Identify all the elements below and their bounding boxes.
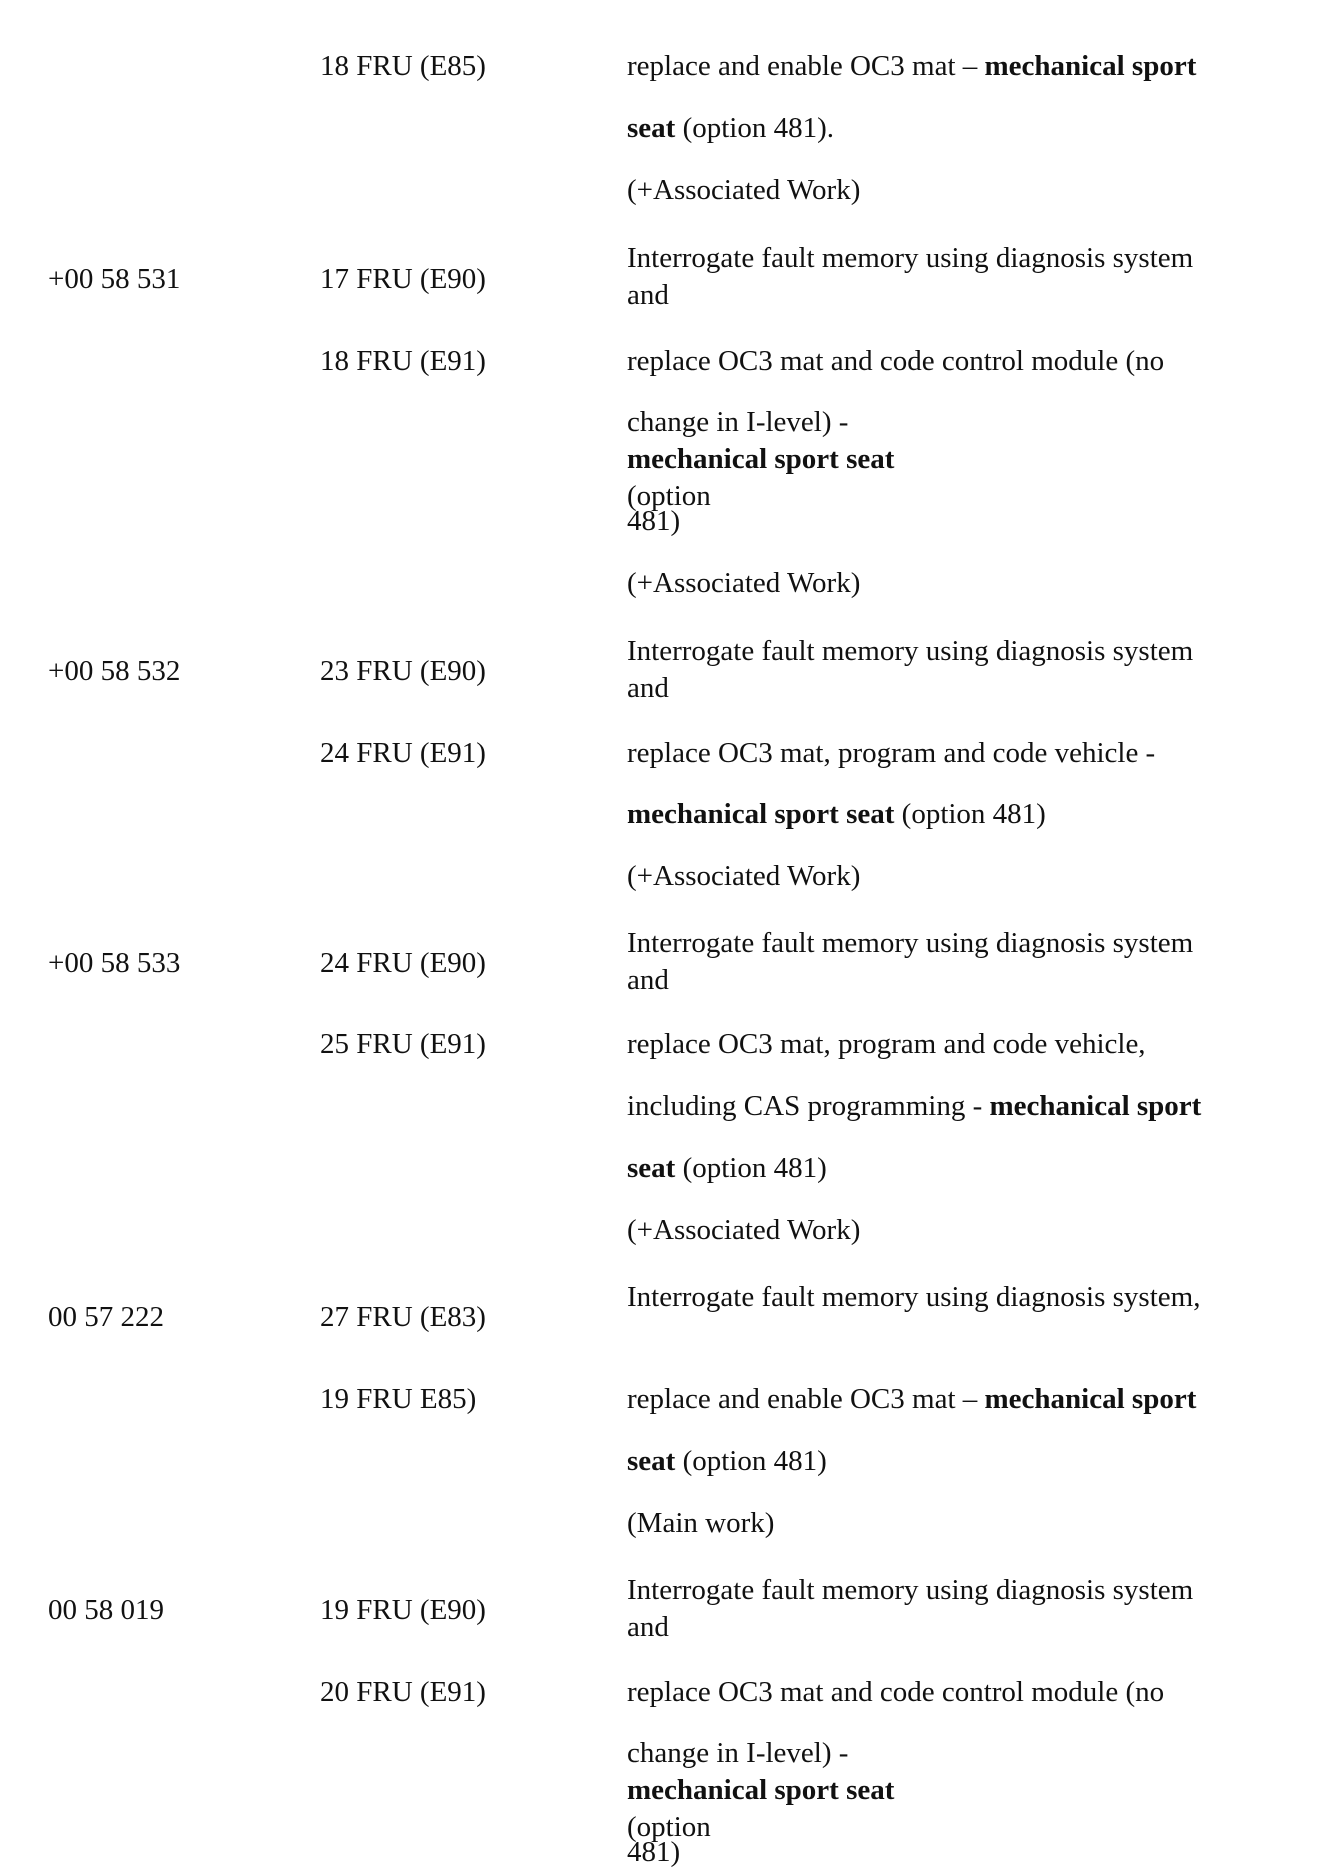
fru-cell: 18 FRU (E85) [320,50,486,82]
desc-line: seat (option 481) [627,1152,827,1184]
operation-number: 00 57 222 [48,1301,164,1333]
desc-line: Interrogate fault memory using diagnosis system and [627,1574,1194,1643]
fru-cell: 18 FRU (E91) [320,345,486,377]
operation-number: +00 58 532 [48,655,181,687]
desc-line: replace OC3 mat, program and code vehicle - [627,737,1156,769]
desc-line: Interrogate fault memory using diagnosis system and [627,927,1194,996]
operation-number: +00 58 531 [48,263,181,295]
desc-line: replace and enable OC3 mat – mechanical sport [627,50,1197,82]
desc-line: 481) [627,1836,681,1868]
fru-cell: 24 FRU (E90) [320,947,486,979]
desc-line: (+Associated Work) [627,1214,861,1246]
desc-line: change in I-level) - mechanical sport seat (option [627,406,895,512]
fru-cell: 24 FRU (E91) [320,737,486,769]
desc-line: change in I-level) - mechanical sport seat (option [627,1737,895,1843]
desc-line: mechanical sport seat (option 481) [627,798,1046,830]
desc-line: replace and enable OC3 mat – mechanical sport [627,1383,1197,1415]
desc-line: seat (option 481). [627,112,835,144]
fru-cell: 17 FRU (E90) [320,263,486,295]
fru-cell: 27 FRU (E83) [320,1301,486,1333]
desc-line: (+Associated Work) [627,860,861,892]
fru-cell: 23 FRU (E90) [320,655,486,687]
desc-line: (Main work) [627,1507,775,1539]
desc-line: including CAS programming - mechanical sport [627,1090,1202,1122]
desc-line: replace OC3 mat and code control module (no [627,1676,1165,1708]
desc-line: Interrogate fault memory using diagnosis system and [627,635,1194,704]
operation-number: 00 58 019 [48,1594,164,1626]
desc-line: (+Associated Work) [627,567,861,599]
desc-line: replace OC3 mat, program and code vehicle, [627,1028,1146,1060]
desc-line: Interrogate fault memory using diagnosis system and [627,242,1194,311]
operation-number: +00 58 533 [48,947,181,979]
fru-cell: 19 FRU (E90) [320,1594,486,1626]
desc-line: (+Associated Work) [627,174,861,206]
desc-line: 481) [627,505,681,537]
desc-line: Interrogate fault memory using diagnosis system, [627,1281,1201,1313]
desc-line: seat (option 481) [627,1445,827,1477]
fru-cell: 20 FRU (E91) [320,1676,486,1708]
fru-cell: 19 FRU E85) [320,1383,477,1415]
desc-line: replace OC3 mat and code control module (no [627,345,1165,377]
fru-cell: 25 FRU (E91) [320,1028,486,1060]
